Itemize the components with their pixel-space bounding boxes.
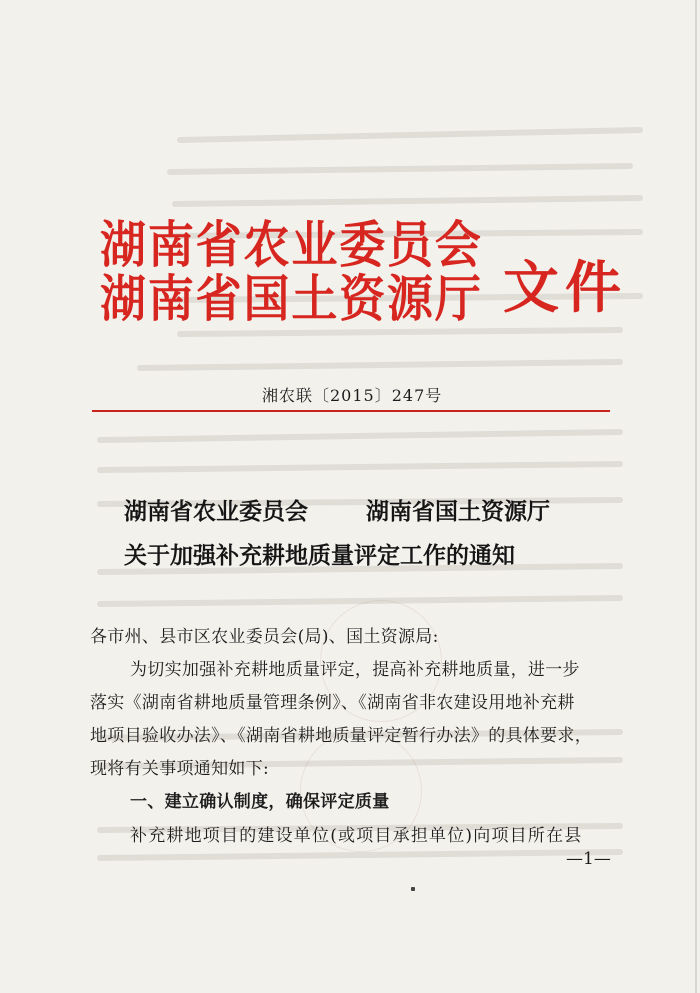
addressee-line: 各市州、县市区农业委员会(局)、国土资源局: xyxy=(90,627,439,647)
title-issuer-2: 湖南省国土资源厅 xyxy=(366,499,550,525)
title-subject: 关于加强补充耕地质量评定工作的通知 xyxy=(124,543,515,569)
paragraph-line: 落实《湖南省耕地质量管理条例》、《湖南省非农建设用地补充耕 xyxy=(90,693,575,713)
title-issuer-1: 湖南省农业委员会 xyxy=(124,499,308,525)
letterhead xyxy=(100,218,516,326)
letterhead-org-1: 湖南省农业委员会 xyxy=(100,216,483,274)
paragraph-line: 现将有关事项通知如下: xyxy=(90,759,270,779)
letterhead-doc-type: 文件 xyxy=(503,256,627,321)
document-number: 湘农联〔2015〕247号 xyxy=(262,386,443,405)
paragraph-line: 地项目验收办法》、《湖南省耕地质量评定暂行办法》的具体要求， xyxy=(90,726,592,746)
section-heading: 一、建立确认制度，确保评定质量 xyxy=(130,792,390,812)
paragraph-line: 为切实加强补充耕地质量评定，提高补充耕地质量，进一步 xyxy=(130,660,580,680)
page-number: —1— xyxy=(566,849,611,869)
scan-speck xyxy=(411,887,415,891)
scan-edge xyxy=(695,0,697,993)
letterhead-org-2: 湖南省国土资源厅 xyxy=(100,270,483,328)
red-divider-line xyxy=(92,410,610,412)
paragraph-line: 补充耕地项目的建设单位(或项目承担单位)向项目所在县 xyxy=(130,826,583,846)
